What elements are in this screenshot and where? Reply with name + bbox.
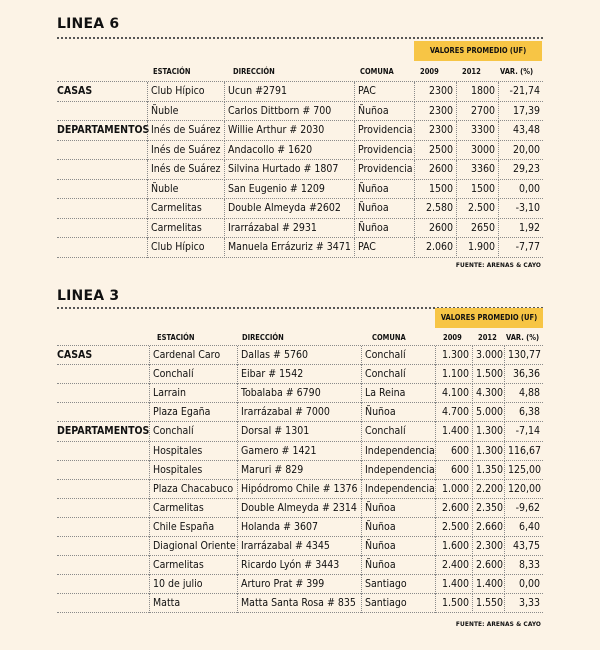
cell-estacion: Cardenal Caro [149, 346, 237, 365]
cell-var: 0,00 [504, 575, 543, 594]
cell-var: 43,48 [498, 121, 543, 141]
cell-estacion: Carmelitas [147, 219, 224, 239]
cell-comuna: Providencia [354, 160, 414, 180]
cell-y2012: 2.200 [472, 480, 504, 499]
table-row [57, 159, 543, 180]
cell-group [57, 199, 147, 219]
cell-group [57, 594, 149, 613]
cell-estacion: Conchalí [149, 365, 237, 384]
cell-y2012: 3.000 [472, 346, 504, 365]
cell-group [57, 461, 149, 480]
cell-direccion: Holanda # 3607 [237, 518, 361, 537]
linea3-values-header: VALORES PROMEDIO (UF) [435, 308, 543, 328]
cell-comuna: Conchalí [361, 422, 435, 441]
cell-group [57, 180, 147, 200]
cell-y2012: 1.500 [472, 365, 504, 384]
linea6-title: LINEA 6 [57, 16, 120, 32]
table-row [57, 574, 543, 594]
cell-comuna: Independencia [361, 442, 435, 461]
cell-y2009: 2.060 [414, 238, 456, 258]
cell-estacion: Club Hípico [147, 238, 224, 258]
cell-y2012: 3360 [456, 160, 498, 180]
cell-estacion: Diagional Oriente [149, 537, 237, 556]
cell-estacion: Plaza Egaña [149, 403, 237, 422]
header-direccion: DIRECCIÓN [242, 333, 284, 342]
cell-comuna: Ñuñoa [361, 537, 435, 556]
cell-y2012: 2650 [456, 219, 498, 239]
cell-estacion: Conchalí [149, 422, 237, 441]
cell-group [57, 518, 149, 537]
cell-comuna: Conchalí [361, 365, 435, 384]
table-row [57, 383, 543, 403]
header-comuna: COMUNA [372, 333, 406, 342]
table-row [57, 120, 543, 141]
cell-direccion: Eibar # 1542 [237, 365, 361, 384]
cell-var: -21,74 [498, 82, 543, 102]
cell-direccion: Ricardo Lyón # 3443 [237, 556, 361, 575]
cell-group [57, 556, 149, 575]
header-2009: 2009 [420, 67, 439, 76]
cell-var: 43,75 [504, 537, 543, 556]
cell-direccion: Double Almeyda # 2314 [237, 499, 361, 518]
cell-group [57, 102, 147, 122]
cell-var: 130,77 [504, 346, 543, 365]
cell-y2009: 600 [435, 442, 472, 461]
table-row [57, 140, 543, 161]
table-row [57, 402, 543, 422]
cell-y2012: 2.660 [472, 518, 504, 537]
cell-estacion: Plaza Chacabuco [149, 480, 237, 499]
cell-y2009: 2.600 [435, 499, 472, 518]
cell-group [57, 442, 149, 461]
cell-group: DEPARTAMENTOS [57, 124, 150, 136]
cell-direccion: Willie Arthur # 2030 [224, 121, 354, 141]
cell-estacion: Club Hípico [147, 82, 224, 102]
cell-var: -7,14 [504, 422, 543, 441]
table-row [57, 498, 543, 518]
cell-var: 8,33 [504, 556, 543, 575]
cell-y2009: 2500 [414, 141, 456, 161]
header-estacion: ESTACIÓN [153, 67, 191, 76]
cell-estacion: Inés de Suárez [147, 141, 224, 161]
cell-group [57, 384, 149, 403]
table-row [57, 460, 543, 480]
table-row [57, 593, 543, 613]
table-row [57, 101, 543, 122]
cell-y2012: 2700 [456, 102, 498, 122]
cell-direccion: Carlos Dittborn # 700 [224, 102, 354, 122]
table-row [57, 479, 543, 499]
cell-y2009: 600 [435, 461, 472, 480]
cell-y2012: 1800 [456, 82, 498, 102]
cell-y2012: 2.600 [472, 556, 504, 575]
cell-direccion: Dallas # 5760 [237, 346, 361, 365]
cell-direccion: Arturo Prat # 399 [237, 575, 361, 594]
cell-estacion: Ñuble [147, 102, 224, 122]
cell-y2009: 4.100 [435, 384, 472, 403]
cell-group [57, 403, 149, 422]
cell-y2012: 1500 [456, 180, 498, 200]
header-2009: 2009 [443, 333, 462, 342]
table-row [57, 198, 543, 219]
cell-y2009: 2.500 [435, 518, 472, 537]
cell-group: CASAS [57, 85, 93, 97]
cell-direccion: Irarrázabal # 2931 [224, 219, 354, 239]
table-row [57, 218, 543, 239]
cell-direccion: Double Almeyda #2602 [224, 199, 354, 219]
cell-y2009: 2.580 [414, 199, 456, 219]
cell-y2009: 1.300 [435, 346, 472, 365]
cell-comuna: Conchalí [361, 346, 435, 365]
linea6-source: FUENTE: ARENAS & CAYO [455, 261, 541, 269]
cell-direccion: Silvina Hurtado # 1807 [224, 160, 354, 180]
cell-comuna: Ñuñoa [354, 180, 414, 200]
table-row [57, 81, 543, 102]
cell-direccion: Irarrázabal # 7000 [237, 403, 361, 422]
cell-y2009: 1.400 [435, 422, 472, 441]
cell-comuna: Providencia [354, 121, 414, 141]
linea3-title: LINEA 3 [57, 288, 120, 304]
cell-group [57, 219, 147, 239]
cell-y2009: 1.500 [435, 594, 472, 613]
cell-y2009: 2600 [414, 160, 456, 180]
cell-estacion: Larrain [149, 384, 237, 403]
cell-direccion: San Eugenio # 1209 [224, 180, 354, 200]
cell-comuna: Independencia [361, 461, 435, 480]
table-bottom-rule [57, 612, 543, 613]
cell-y2009: 2300 [414, 102, 456, 122]
cell-comuna: Ñuñoa [354, 219, 414, 239]
header-comuna: COMUNA [360, 67, 394, 76]
cell-estacion: Chile España [149, 518, 237, 537]
cell-direccion: Matta Santa Rosa # 835 [237, 594, 361, 613]
cell-estacion: Ñuble [147, 180, 224, 200]
cell-var: 4,88 [504, 384, 543, 403]
linea6-divider [57, 37, 543, 39]
cell-direccion: Hipódromo Chile # 1376 [237, 480, 361, 499]
cell-direccion: Ucun #2791 [224, 82, 354, 102]
cell-var: 20,00 [498, 141, 543, 161]
cell-y2012: 1.900 [456, 238, 498, 258]
cell-y2012: 1.300 [472, 442, 504, 461]
table-row [57, 237, 543, 258]
cell-estacion: Hospitales [149, 461, 237, 480]
cell-comuna: Ñuñoa [361, 403, 435, 422]
cell-group: CASAS [57, 349, 93, 361]
header-var: VAR. (%) [506, 333, 540, 342]
cell-var: 120,00 [504, 480, 543, 499]
header-direccion: DIRECCIÓN [233, 67, 275, 76]
cell-var: 6,40 [504, 518, 543, 537]
cell-group [57, 365, 149, 384]
linea3-source: FUENTE: ARENAS & CAYO [455, 620, 541, 628]
cell-comuna: PAC [354, 238, 414, 258]
cell-var: 116,67 [504, 442, 543, 461]
cell-comuna: Santiago [361, 575, 435, 594]
cell-group [57, 537, 149, 556]
cell-comuna: Ñuñoa [361, 499, 435, 518]
linea6-values-header: VALORES PROMEDIO (UF) [414, 41, 542, 61]
cell-y2009: 1.600 [435, 537, 472, 556]
cell-y2009: 4.700 [435, 403, 472, 422]
table-row [57, 179, 543, 200]
cell-comuna: Ñuñoa [354, 199, 414, 219]
cell-estacion: Matta [149, 594, 237, 613]
cell-y2012: 2.350 [472, 499, 504, 518]
cell-y2012: 4.300 [472, 384, 504, 403]
cell-estacion: 10 de julio [149, 575, 237, 594]
cell-var: 6,38 [504, 403, 543, 422]
cell-y2009: 2300 [414, 82, 456, 102]
cell-direccion: Dorsal # 1301 [237, 422, 361, 441]
cell-y2009: 2.400 [435, 556, 472, 575]
table-row [57, 364, 543, 384]
cell-y2009: 1.100 [435, 365, 472, 384]
cell-comuna: Santiago [361, 594, 435, 613]
table-bottom-rule [57, 257, 543, 258]
cell-comuna: Ñuñoa [354, 102, 414, 122]
cell-var: 3,33 [504, 594, 543, 613]
cell-y2012: 1.550 [472, 594, 504, 613]
cell-var: 36,36 [504, 365, 543, 384]
cell-comuna: La Reina [361, 384, 435, 403]
table-row [57, 517, 543, 537]
cell-group [57, 480, 149, 499]
cell-y2012: 3000 [456, 141, 498, 161]
cell-estacion: Inés de Suárez [147, 121, 224, 141]
cell-y2012: 5.000 [472, 403, 504, 422]
cell-estacion: Carmelitas [149, 556, 237, 575]
cell-direccion: Maruri # 829 [237, 461, 361, 480]
cell-y2012: 1.400 [472, 575, 504, 594]
cell-var: -3,10 [498, 199, 543, 219]
cell-var: 0,00 [498, 180, 543, 200]
cell-var: 1,92 [498, 219, 543, 239]
cell-y2012: 1.350 [472, 461, 504, 480]
cell-y2012: 2.500 [456, 199, 498, 219]
cell-direccion: Tobalaba # 6790 [237, 384, 361, 403]
cell-var: 125,00 [504, 461, 543, 480]
cell-group: DEPARTAMENTOS [57, 425, 150, 438]
cell-y2009: 1.400 [435, 575, 472, 594]
cell-y2009: 2600 [414, 219, 456, 239]
cell-y2012: 2.300 [472, 537, 504, 556]
cell-estacion: Carmelitas [147, 199, 224, 219]
cell-group [57, 238, 147, 258]
cell-direccion: Irarrázabal # 4345 [237, 537, 361, 556]
table-row [57, 441, 543, 461]
cell-var: 17,39 [498, 102, 543, 122]
cell-group [57, 141, 147, 161]
header-var: VAR. (%) [500, 67, 534, 76]
cell-comuna: Ñuñoa [361, 518, 435, 537]
cell-y2012: 1.300 [472, 422, 504, 441]
header-2012: 2012 [478, 333, 497, 342]
cell-comuna: Independencia [361, 480, 435, 499]
header-2012: 2012 [462, 67, 481, 76]
cell-direccion: Andacollo # 1620 [224, 141, 354, 161]
cell-estacion: Inés de Suárez [147, 160, 224, 180]
cell-estacion: Hospitales [149, 442, 237, 461]
cell-comuna: Providencia [354, 141, 414, 161]
cell-y2009: 1.000 [435, 480, 472, 499]
table-row [57, 345, 543, 365]
cell-var: -7,77 [498, 238, 543, 258]
table-row [57, 421, 543, 441]
cell-y2012: 3300 [456, 121, 498, 141]
table-row [57, 536, 543, 556]
cell-direccion: Gamero # 1421 [237, 442, 361, 461]
cell-group [57, 575, 149, 594]
cell-y2009: 1500 [414, 180, 456, 200]
table-row [57, 555, 543, 575]
header-estacion: ESTACIÓN [157, 333, 195, 342]
cell-group [57, 499, 149, 518]
cell-estacion: Carmelitas [149, 499, 237, 518]
cell-direccion: Manuela Errázuriz # 3471 [224, 238, 354, 258]
cell-y2009: 2300 [414, 121, 456, 141]
cell-var: -9,62 [504, 499, 543, 518]
cell-var: 29,23 [498, 160, 543, 180]
cell-group [57, 160, 147, 180]
cell-comuna: Ñuñoa [361, 556, 435, 575]
cell-comuna: PAC [354, 82, 414, 102]
